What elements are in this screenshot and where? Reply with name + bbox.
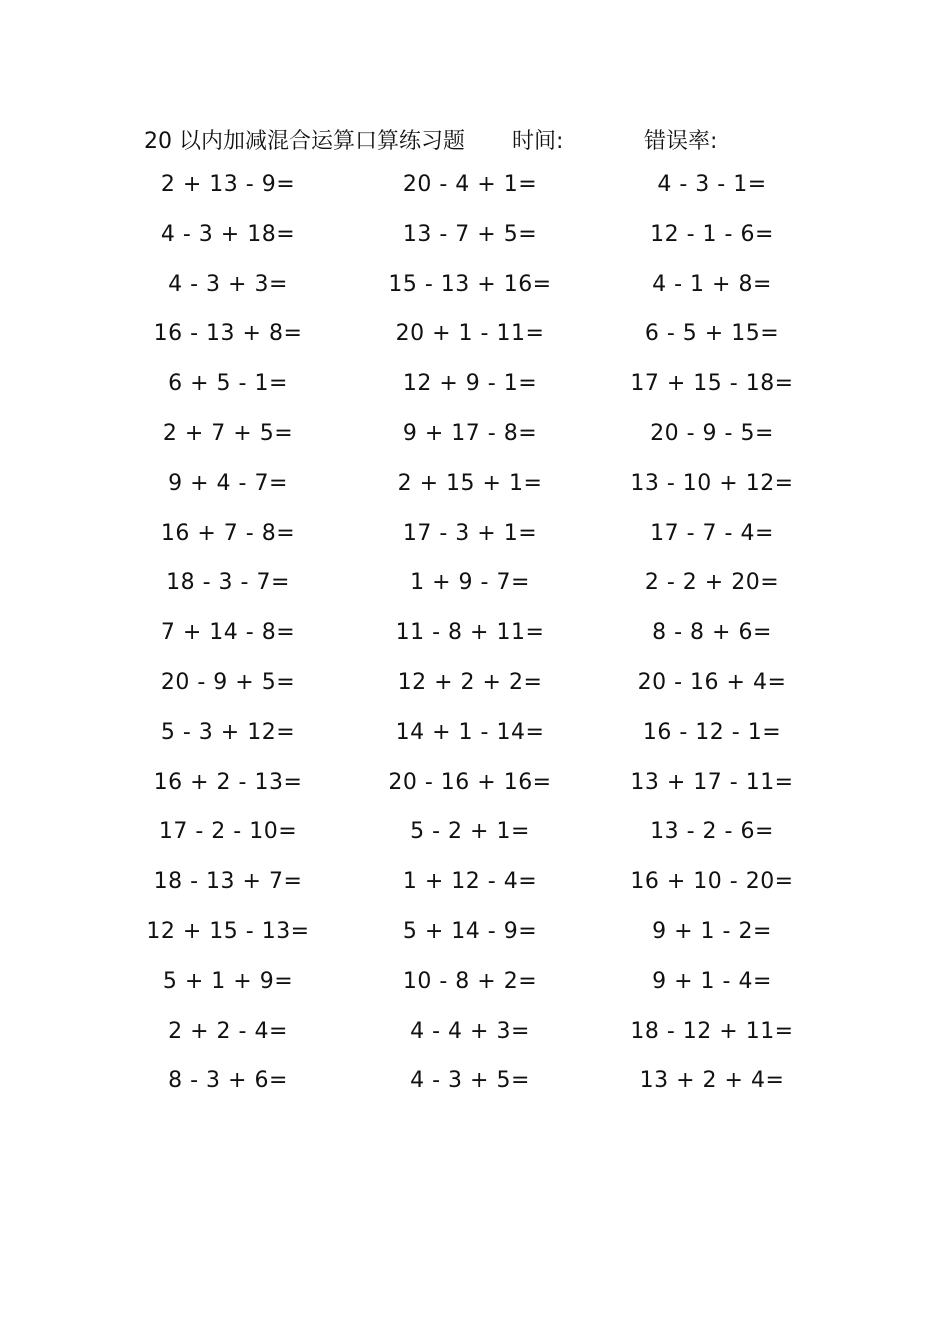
problem-row xyxy=(0,819,950,869)
problem-item: 2 + 13 - 9= xyxy=(160,172,296,197)
problem-row xyxy=(0,1068,950,1118)
problem-grid xyxy=(0,172,950,1118)
problem-item: 6 + 5 - 1= xyxy=(168,371,288,397)
problem-item: 16 + 2 - 13= xyxy=(153,769,303,795)
problem-item: 20 - 16 + 4= xyxy=(637,669,787,695)
problem-item: 4 - 1 + 8= xyxy=(652,271,772,297)
problem-item: 16 - 12 - 1= xyxy=(642,719,782,745)
problem-item: 5 - 3 + 12= xyxy=(160,719,296,745)
problem-item: 13 - 2 - 6= xyxy=(650,819,774,845)
problem-item: 8 - 3 + 6= xyxy=(168,1068,288,1094)
problem-item: 5 + 1 + 9= xyxy=(162,968,294,994)
problem-item: 18 - 3 - 7= xyxy=(166,570,290,596)
error-rate-label: 错误率: xyxy=(644,129,718,154)
problem-item: 5 - 2 + 1= xyxy=(410,819,530,845)
problem-row xyxy=(0,222,950,272)
worksheet-header xyxy=(0,124,950,160)
problem-row xyxy=(0,471,950,521)
problem-item: 13 + 2 + 4= xyxy=(639,1068,785,1094)
problem-item: 17 + 15 - 18= xyxy=(630,371,794,397)
problem-row xyxy=(0,670,950,720)
problem-row xyxy=(0,919,950,969)
problem-item: 20 + 1 - 11= xyxy=(395,321,545,347)
problem-item: 4 - 3 + 5= xyxy=(410,1068,530,1094)
problem-item: 4 - 3 + 3= xyxy=(168,271,288,297)
problem-row xyxy=(0,1019,950,1069)
problem-item: 5 + 14 - 9= xyxy=(402,918,538,944)
problem-item: 18 - 12 + 11= xyxy=(630,1018,794,1044)
problem-item: 7 + 14 - 8= xyxy=(160,620,296,646)
problem-item: 13 - 10 + 12= xyxy=(630,470,794,496)
problem-item: 1 + 12 - 4= xyxy=(402,869,538,895)
problem-item: 9 + 4 - 7= xyxy=(168,470,288,496)
problem-row xyxy=(0,371,950,421)
time-label: 时间: xyxy=(512,129,564,154)
problem-item: 12 - 1 - 6= xyxy=(650,221,774,247)
problem-item: 1 + 9 - 7= xyxy=(410,570,530,596)
problem-item: 17 - 2 - 10= xyxy=(158,819,298,845)
problem-item: 20 - 4 + 1= xyxy=(402,172,538,197)
problem-item: 16 - 13 + 8= xyxy=(153,321,303,347)
problem-item: 9 + 1 - 2= xyxy=(652,918,772,944)
problem-row xyxy=(0,869,950,919)
problem-row xyxy=(0,521,950,571)
problem-item: 17 - 7 - 4= xyxy=(650,520,774,546)
problem-row xyxy=(0,969,950,1019)
problem-item: 17 - 3 + 1= xyxy=(402,520,538,546)
problem-item: 12 + 15 - 13= xyxy=(146,918,310,944)
problem-item: 2 - 2 + 20= xyxy=(644,570,780,596)
problem-item: 18 - 13 + 7= xyxy=(153,869,303,895)
problem-item: 6 - 5 + 15= xyxy=(644,321,780,347)
problem-item: 20 - 9 + 5= xyxy=(160,669,296,695)
worksheet-title: 20 以内加减混合运算口算练习题 xyxy=(144,129,465,154)
problem-item: 8 - 8 + 6= xyxy=(652,620,772,646)
problem-item: 16 + 10 - 20= xyxy=(630,869,794,895)
problem-row xyxy=(0,570,950,620)
problem-row xyxy=(0,770,950,820)
problem-item: 14 + 1 - 14= xyxy=(395,719,545,745)
problem-item: 20 - 16 + 16= xyxy=(388,769,552,795)
problem-row xyxy=(0,321,950,371)
problem-row xyxy=(0,620,950,670)
problem-row xyxy=(0,172,950,222)
problem-item: 16 + 7 - 8= xyxy=(160,520,296,546)
problem-item: 20 - 9 - 5= xyxy=(650,420,774,446)
problem-item: 2 + 7 + 5= xyxy=(162,420,294,446)
problem-item: 12 + 2 + 2= xyxy=(397,669,543,695)
problem-item: 4 - 3 - 1= xyxy=(657,172,767,197)
problem-item: 9 + 17 - 8= xyxy=(402,420,538,446)
problem-item: 13 + 17 - 11= xyxy=(630,769,794,795)
problem-item: 2 + 15 + 1= xyxy=(397,470,543,496)
problem-item: 13 - 7 + 5= xyxy=(402,221,538,247)
problem-item: 4 - 4 + 3= xyxy=(410,1018,530,1044)
problem-item: 4 - 3 + 18= xyxy=(160,221,296,247)
problem-row xyxy=(0,421,950,471)
problem-row xyxy=(0,720,950,770)
problem-row xyxy=(0,272,950,322)
problem-item: 10 - 8 + 2= xyxy=(402,968,538,994)
problem-item: 2 + 2 - 4= xyxy=(168,1018,288,1044)
problem-item: 9 + 1 - 4= xyxy=(652,968,772,994)
problem-item: 15 - 13 + 16= xyxy=(388,271,552,297)
problem-item: 11 - 8 + 11= xyxy=(395,620,545,646)
problem-item: 12 + 9 - 1= xyxy=(402,371,538,397)
